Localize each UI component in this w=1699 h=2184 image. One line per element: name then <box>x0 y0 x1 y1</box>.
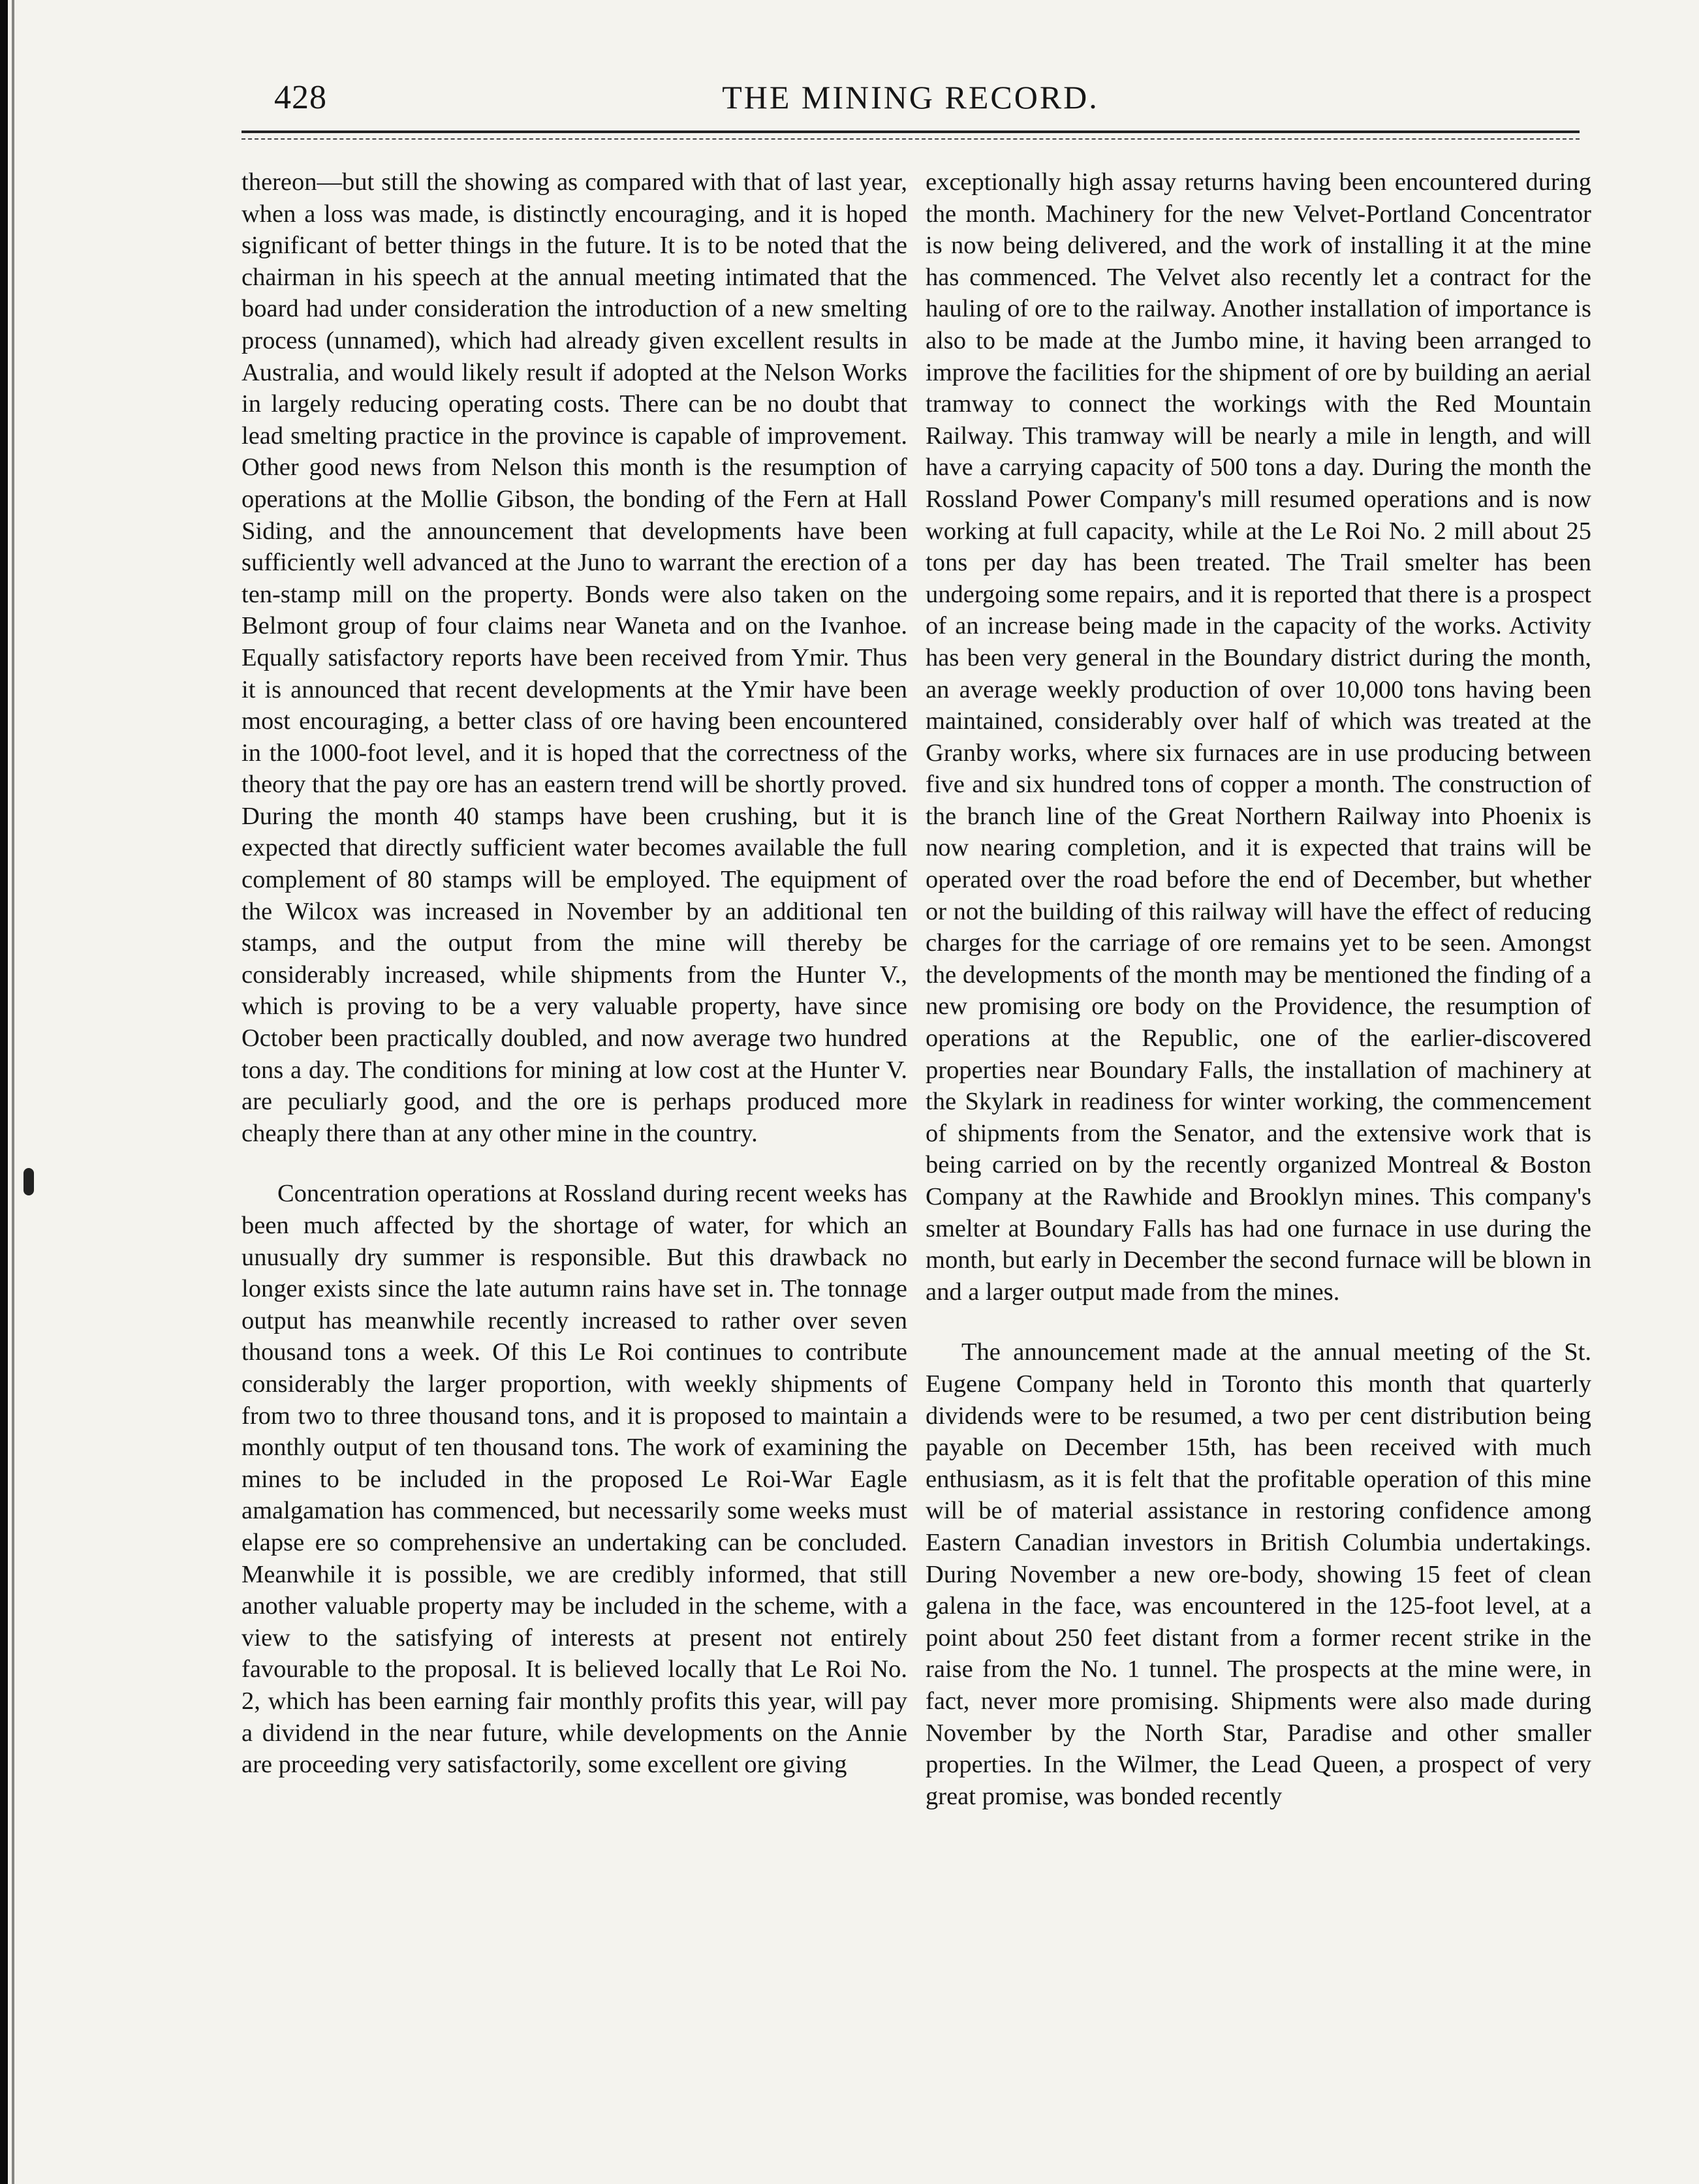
paragraph: thereon—but still the showing as compared with that of last year, when a loss was made, is distinctly encouraging, and it is hoped significant of better things in the future. It is to be noted that the chairman in his speech at the annual meeting intimated that the board had under consideration the introduction of a new smelting process (unnamed), which had already given excellent results in Australia, and would likely result if adopted at the Nelson Works in largely reducing operating costs. There can be no doubt that lead smelting practice in the province is capable of improvement. Other good news from Nelson this month is the resumption of operations at the Mollie Gibson, the bonding of the Fern at Hall Siding, and the announcement that developments have been sufficiently well advanced at the Juno to warrant the erection of a ten-stamp mill on the property. Bonds were also taken on the Belmont group of four claims near Waneta and on the Ivanhoe. Equally satisfactory reports have been received from Ymir. Thus it is announced that recent developments at the Ymir have been most encouraging, a better class of ore having been encountered in the 1000-foot level, and it is hoped that the correctness of the theory that the pay ore has an eastern trend will be shortly proved. During the month 40 stamps have been crushing, but it is expected that directly sufficient water becomes available the full complement of 80 stamps will be employed. The equipment of the Wilcox was increased in November by an additional ten stamps, and the output from the mine will thereby be considerably increased, while shipments from the Hunter V., which is proving to be a very valuable property, have since October been practically doubled, and now average two hundred tons a day. The conditions for mining at low cost at the Hunter V. are peculiarly good, and the ore is perhaps produced more cheaply there than at any other mine in the country. <box>242 168 907 1147</box>
paragraph: Concentration operations at Rossland during recent weeks has been much affected by the shortage of water, for which an unusually dry summer is responsible. But this drawback no longer exists since the late autumn rains have set in. The tonnage output has meanwhile recently increased to rather over seven thousand tons a week. Of this Le Roi continues to contribute considerably the larger proportion, with weekly shipments of from two to three thousand tons, and it is proposed to maintain a monthly output of ten thousand tons. The work of examining the mines to be included in the proposed Le Roi-War Eagle amalgamation has commenced, but necessarily some weeks must elapse ere so comprehensive an undertaking can be concluded. Meanwhile it is possible, we are credibly informed, that still another valuable property may be included in the scheme, with a view to the satisfying of interests at present not entirely favourable to the proposal. It is believed locally that Le Roi No. 2, which has been earning fair monthly profits this year, will pay a dividend in the near future, while developments on the Annie are proceeding very satisfactorily, some excellent ore giving <box>242 1180 907 1779</box>
page-header <box>242 78 1580 131</box>
left-column <box>242 166 907 1781</box>
page-number: 428 <box>274 79 327 116</box>
scan-smudge <box>23 1168 34 1195</box>
running-title: THE MINING RECORD. <box>722 79 1099 115</box>
scan-edge-shadow <box>0 0 8 2184</box>
right-column <box>926 166 1591 1812</box>
paragraph: The announcement made at the annual meeting of the St. Eugene Company held in Toronto this month that quarterly dividends were to be resumed, a two per cent distribution being payable on December 15th, has been received with much enthusiasm, as it is felt that the profitable operation of this mine will be of material assistance in restoring confidence among Eastern Canadian investors in British Columbia undertakings. During November a new ore-body, showing 15 feet of clean galena in the face, was encountered in the 125-foot level, at a point about 250 feet distant from a former recent strike in the raise from the No. 1 tunnel. The prospects at the mine were, in fact, never more promising. Shipments were also made during November by the North Star, Paradise and other smaller properties. In the Wilmer, the Lead Queen, a prospect of very great promise, was bonded recently <box>926 1338 1591 1810</box>
scan-edge-line <box>12 0 14 2184</box>
header-rule <box>242 131 1580 140</box>
paragraph: exceptionally high assay returns having been encountered during the month. Machinery for the new Velvet-Portland Concentrator is now being delivered, and the work of installing it at the mine has commenced. The Velvet also recently let a contract for the hauling of ore to the railway. Another installation of importance is also to be made at the Jumbo mine, it having been arranged to improve the facilities for the shipment of ore by building an aerial tramway to connect the workings with the Red Mountain Railway. This tramway will be nearly a mile in length, and will have a carrying capacity of 500 tons a day. During the month the Rossland Power Company's mill resumed operations and is now working at full capacity, while at the Le Roi No. 2 mill about 25 tons per day has been treated. The Trail smelter has been undergoing some repairs, and it is reported that there is a prospect of an increase being made in the capacity of the works. Activity has been very general in the Boundary district during the month, an average weekly production of over 10,000 tons having been maintained, considerably over half of which was treated at the Granby works, where six furnaces are in use producing between five and six hundred tons of copper a month. The construction of the branch line of the Great Northern Railway into Phoenix is now nearing completion, and it is expected that trains will be operated over the road before the end of December, but whether or not the building of this railway will have the effect of reducing charges for the carriage of ore remains yet to be seen. Amongst the developments of the month may be mentioned the finding of a new promising ore body on the Providence, the resumption of operations at the Republic, one of the earlier-discovered properties near Boundary Falls, the installation of machinery at the Skylark in readiness for winter working, the commencement of shipments from the Senator, and the extensive work that is being carried on by the recently organized Montreal & Boston Company at the Rawhide and Brooklyn mines. This company's smelter at Boundary Falls has had one furnace in use during the month, but early in December the second furnace will be blown in and a larger output made from the mines. <box>926 168 1591 1306</box>
